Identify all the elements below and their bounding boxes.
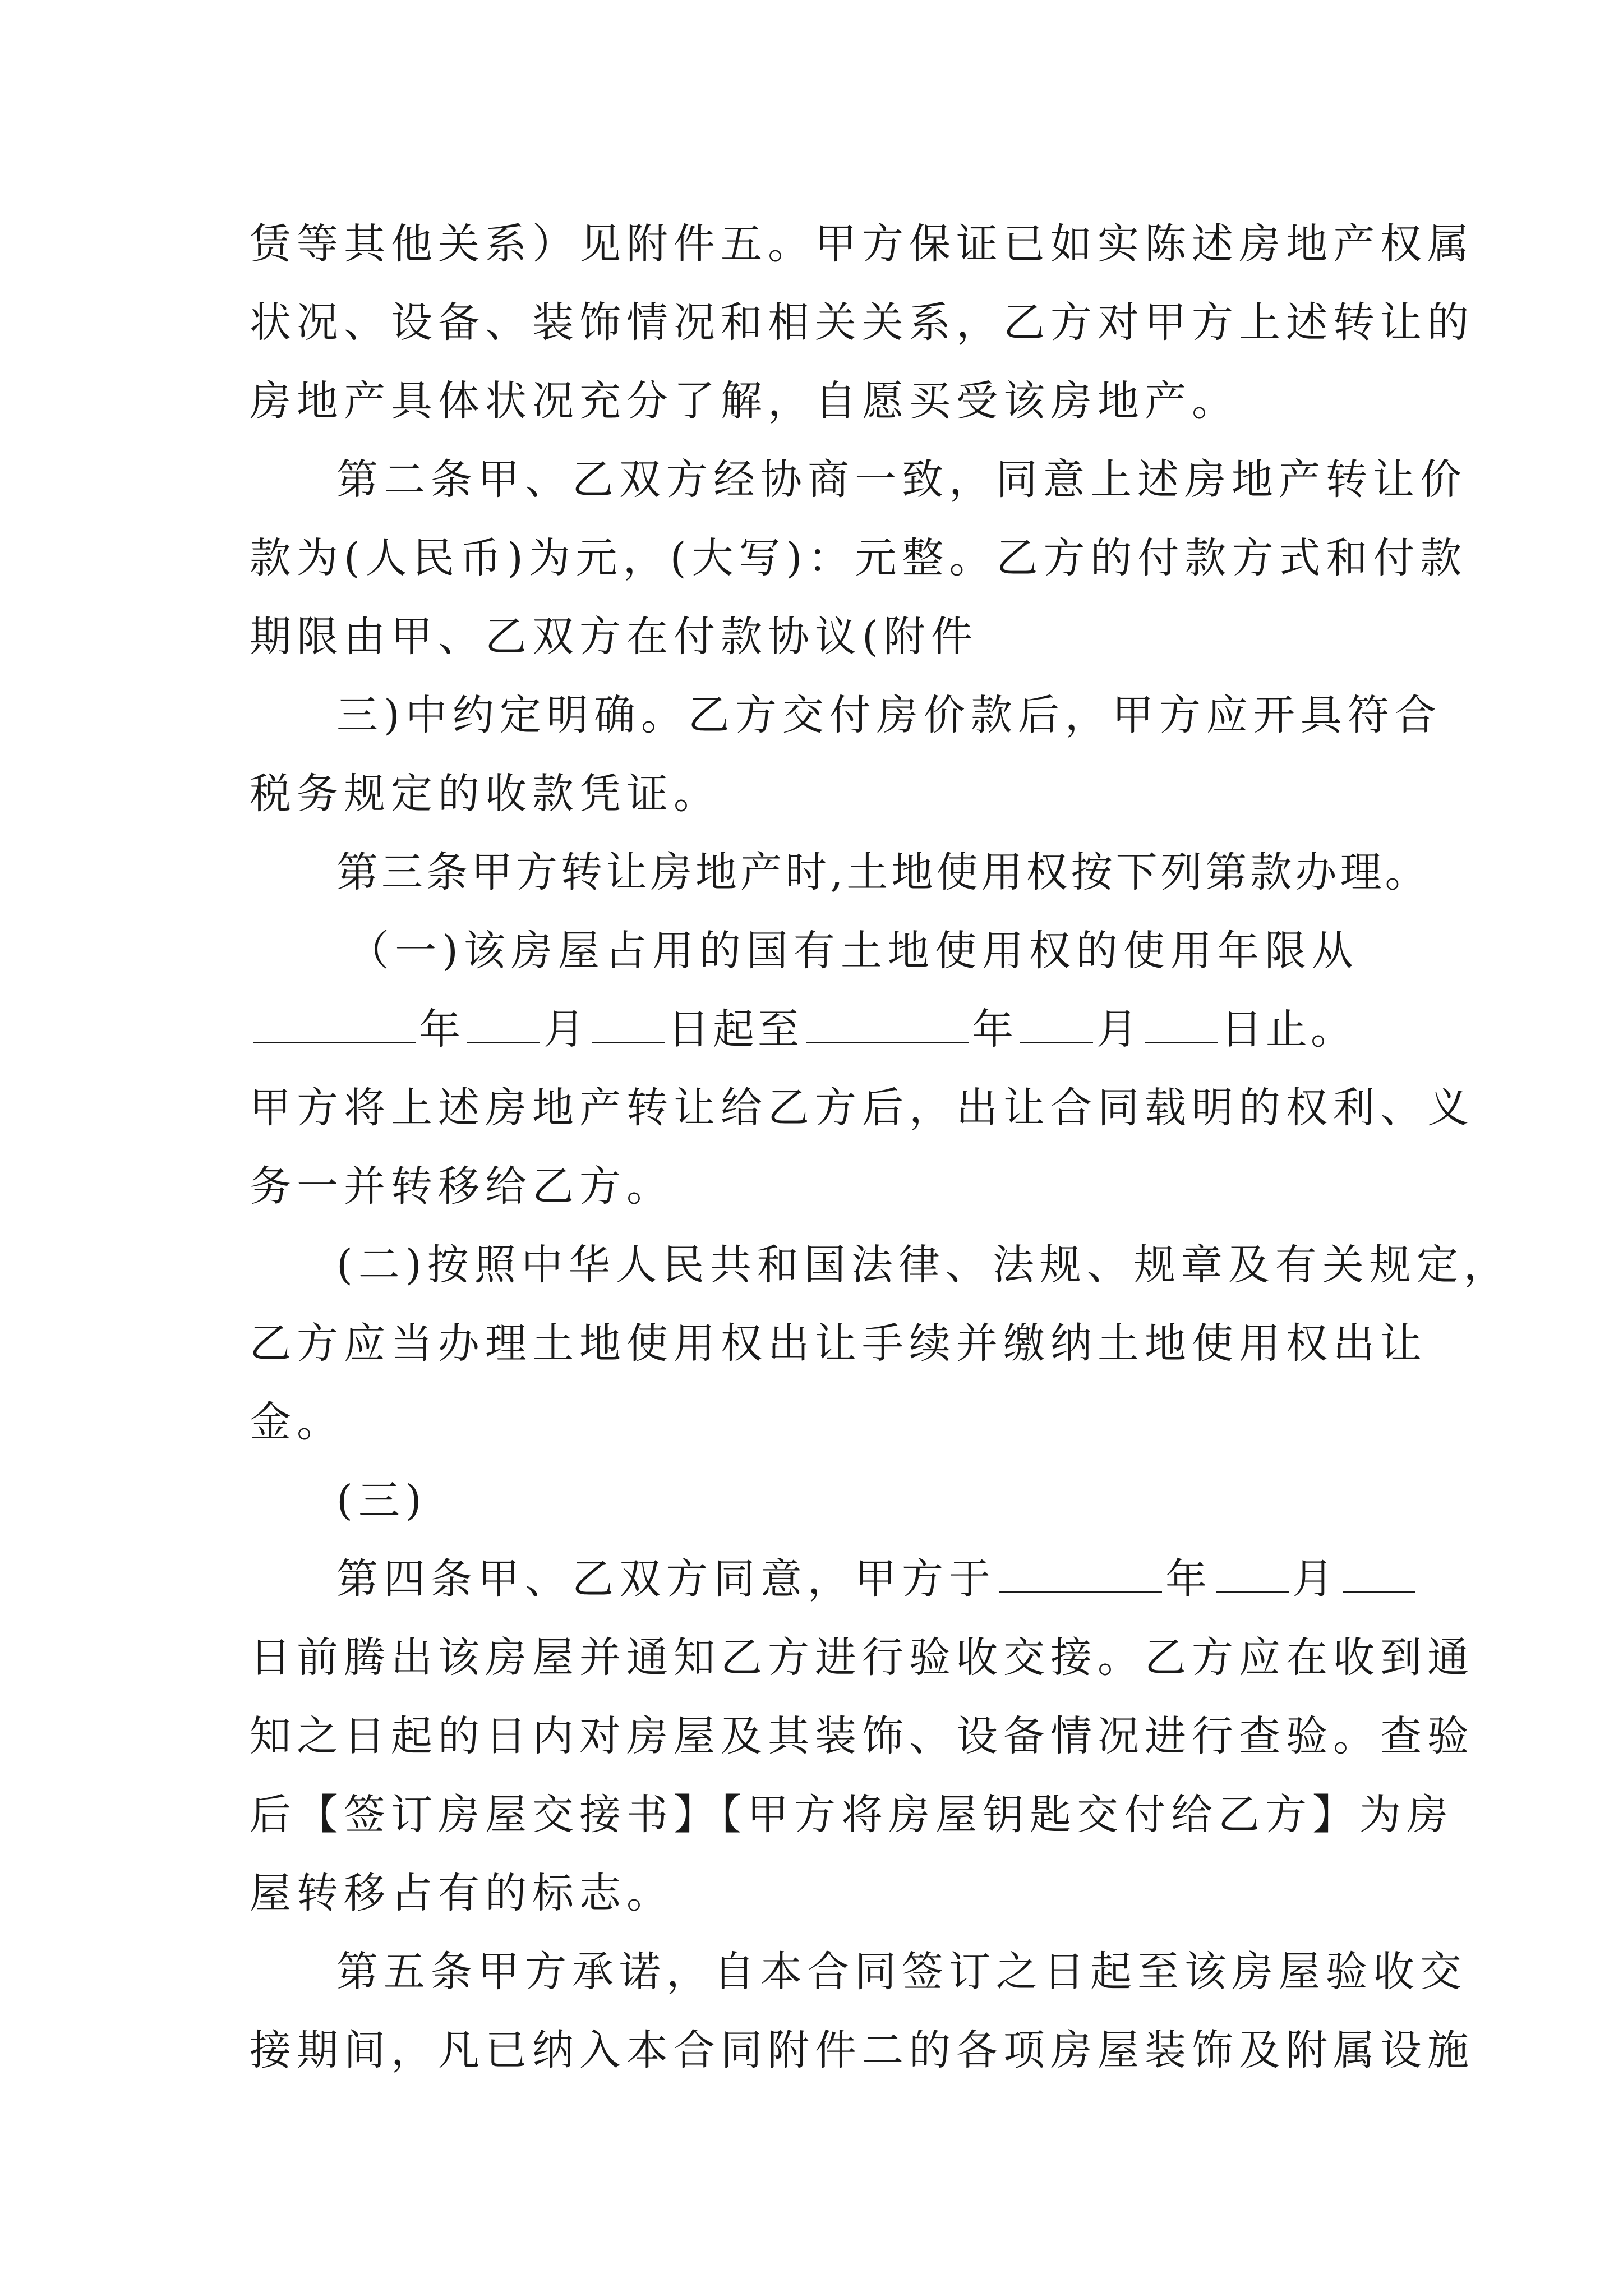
article-4-line-1 [336, 1551, 1394, 1607]
article-5-line-2: 接期间，凡已纳入本合同附件二的各项房屋装饰及附属设施 [250, 2026, 1474, 2074]
label-year: 年 [972, 1005, 1017, 1053]
label-day-to: 日止。 [1221, 1005, 1355, 1053]
article-2-line-2: 款为(人民币)为元，(大写)：元整。乙方的付款方式和付款 [250, 534, 1468, 582]
article-3-line-1: 第三条甲方转让房地产时,土地使用权按下列第款办理。 [336, 848, 1430, 896]
blank-end-month[interactable] [1020, 1007, 1093, 1043]
label-month: 月 [543, 1005, 588, 1053]
article-4-lead: 第四条甲、乙双方同意，甲方于 [336, 1555, 996, 1603]
paragraph-1-line-2: 状况、设备、装饰情况和相关关系，乙方对甲方上述转让的 [250, 298, 1474, 347]
clause-2-line-1: (二)按照中华人民共和国法律、法规、规章及有关规定， [336, 1241, 1511, 1289]
article-4-line-4: 后【签订房屋交接书】【甲方将房屋钥匙交付给乙方】为房 [250, 1791, 1454, 1839]
article-2-line-1: 第二条甲、乙双方经协商一致，同意上述房地产转让价 [336, 455, 1467, 504]
blank-end-day[interactable] [1145, 1007, 1218, 1043]
blank-start-year[interactable] [253, 1007, 416, 1043]
blank-end-year[interactable] [806, 1007, 969, 1043]
clause-1-line-4: 务一并转移给乙方。 [250, 1162, 674, 1211]
annex-3-line-2: 税务规定的收款凭证。 [250, 770, 721, 818]
clause-1-date-line [250, 1001, 1394, 1057]
article-4-line-5: 屋转移占有的标志。 [250, 1869, 674, 1917]
label-month: 月 [1292, 1555, 1339, 1603]
blank-start-day[interactable] [592, 1007, 665, 1043]
paragraph-1-line-1: 赁等其他关系）见附件五。甲方保证已如实陈述房地产权属 [250, 220, 1474, 268]
article-4-line-3: 知之日起的日内对房屋及其装饰、设备情况进行查验。查验 [250, 1712, 1474, 1760]
label-month: 月 [1096, 1005, 1141, 1053]
blank-start-month[interactable] [467, 1007, 540, 1043]
clause-2-line-2: 乙方应当办理土地使用权出让手续并缴纳土地使用权出让 [250, 1319, 1427, 1368]
article-2-line-3: 期限由甲、乙双方在付款协议(附件 [250, 613, 978, 661]
clause-1-line-1: （一)该房屋占用的国有土地使用权的使用年限从 [348, 927, 1359, 975]
clause-3-line-1: (三) [336, 1476, 427, 1525]
blank-vacate-month[interactable] [1216, 1557, 1289, 1593]
label-day-from: 日起至 [668, 1005, 803, 1053]
paragraph-1-line-3: 房地产具体状况充分了解，自愿买受该房地产。 [250, 377, 1239, 425]
label-year: 年 [1165, 1555, 1212, 1603]
article-4-line-2: 日前腾出该房屋并通知乙方进行验收交接。乙方应在收到通 [250, 1634, 1474, 1682]
article-5-line-1: 第五条甲方承诺，自本合同签订之日起至该房屋验收交 [336, 1948, 1467, 1996]
annex-3-line-1: 三)中约定明确。乙方交付房价款后，甲方应开具符合 [336, 691, 1442, 739]
clause-2-line-3: 金。 [250, 1398, 344, 1446]
label-year: 年 [419, 1005, 464, 1053]
blank-vacate-year[interactable] [999, 1557, 1162, 1593]
clause-1-line-3: 甲方将上述房地产转让给乙方后，出让合同载明的权利、义 [250, 1084, 1474, 1132]
blank-vacate-day[interactable] [1343, 1557, 1415, 1593]
